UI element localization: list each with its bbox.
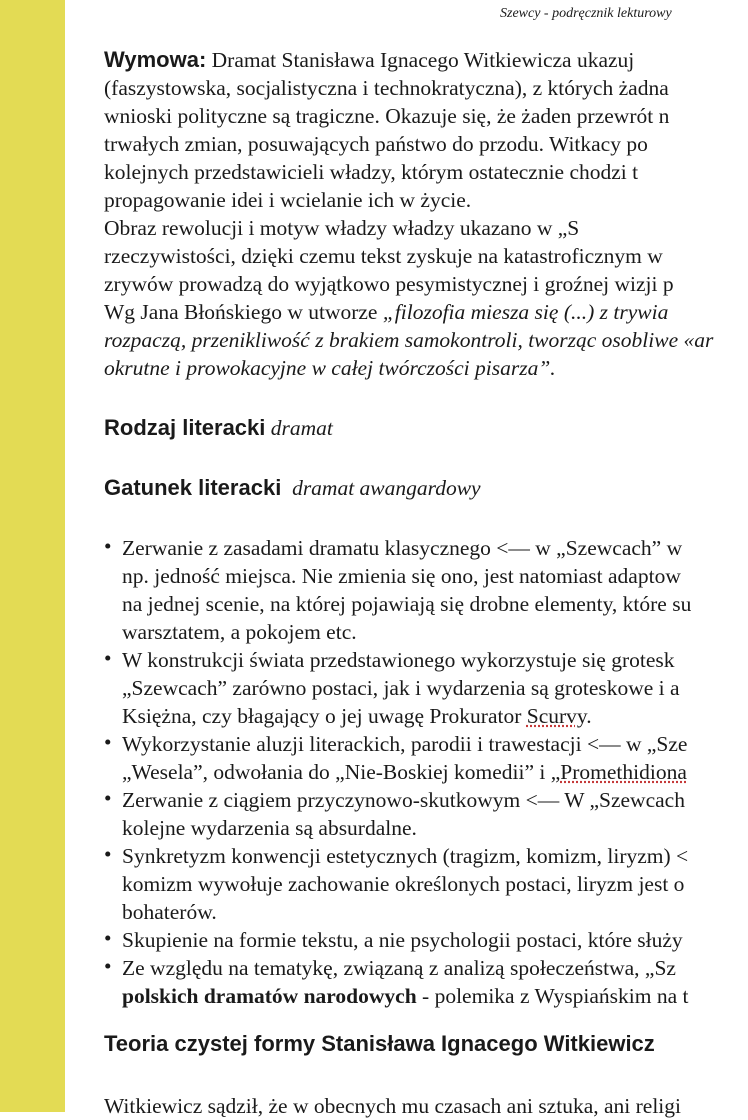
wymowa-text: Dramat Stanisława Ignacego Witkiewicza ukazuj bbox=[206, 48, 635, 72]
teoria-paragraph: Witkiewicz sądził, że w obecnych mu czasach ani sztuka, ani religi bbox=[104, 1094, 682, 1118]
list-item-text: bohaterów. bbox=[122, 900, 217, 924]
wymowa-text: (faszystowska, socjalistyczna i technokratyczna), z których żadna bbox=[104, 76, 669, 100]
wymowa-text: rzeczywistości, dzięki czemu tekst zyskuje na katastroficznym w bbox=[104, 244, 663, 268]
quote-text: „filozofia miesza się (...) z trywia bbox=[382, 300, 669, 324]
bullet-marker: • bbox=[104, 926, 112, 950]
bullet-marker: • bbox=[104, 842, 112, 866]
list-item-text: komizm wywołuje zachowanie określonych postaci, liryzm jest o bbox=[122, 872, 685, 896]
list-item-text: na jednej scenie, na której pojawiają się drobne elementy, które su bbox=[122, 592, 692, 616]
gatunek-value: dramat awangardowy bbox=[292, 476, 481, 500]
wymowa-text: zrywów prowadzą do wyjątkowo pesymistycznej i groźnej wizji p bbox=[104, 272, 674, 296]
page-content bbox=[104, 46, 748, 1120]
bullet-marker: • bbox=[104, 730, 112, 754]
list-item-text: . bbox=[586, 704, 592, 728]
list-item bbox=[104, 926, 748, 954]
yellow-sidebar bbox=[0, 0, 65, 1112]
list-item-text: Synkretyzm konwencji estetycznych (tragizm, komizm, liryzm) < bbox=[122, 844, 689, 868]
wymowa-text: Wg Jana Błońskiego w utworze bbox=[104, 300, 383, 324]
features-list bbox=[104, 534, 748, 1010]
rodzaj-value: dramat bbox=[270, 416, 333, 440]
bullet-marker: • bbox=[104, 646, 112, 670]
misspelled-word[interactable]: Promethidiona bbox=[560, 760, 687, 784]
list-item bbox=[104, 534, 748, 646]
wymowa-text: wnioski polityczne są tragiczne. Okazuje się, że żaden przewrót n bbox=[104, 104, 670, 128]
wymowa-text: propagowanie idei i wcielanie ich w życie. bbox=[104, 188, 472, 212]
list-item-text: kolejne wydarzenia są absurdalne. bbox=[122, 816, 417, 840]
misspelled-word[interactable]: Scurvy bbox=[526, 704, 587, 728]
teoria-heading: Teoria czystej formy Stanisława Ignacego Witkiewicz bbox=[104, 1031, 655, 1056]
list-item-text: „Szewcach” zarówno postaci, jak i wydarzenia są groteskowe i a bbox=[122, 676, 680, 700]
gatunek-row bbox=[104, 474, 748, 502]
list-item-text: np. jedność miejsca. Nie zmienia się ono, jest natomiast adaptow bbox=[122, 564, 681, 588]
wymowa-text: kolejnych przedstawicieli władzy, którym ostatecznie chodzi t bbox=[104, 160, 639, 184]
list-item-text: Wykorzystanie aluzji literackich, parodii i trawestacji <— w „Sze bbox=[122, 732, 688, 756]
list-item bbox=[104, 954, 748, 1010]
running-header: Szewcy - podręcznik lekturowy bbox=[500, 6, 672, 21]
wymowa-text: trwałych zmian, posuwających państwo do przodu. Witkacy po bbox=[104, 132, 648, 156]
list-item-text: Zerwanie z zasadami dramatu klasycznego <— w „Szewcach” w bbox=[122, 536, 683, 560]
list-item-text: warsztatem, a pokojem etc. bbox=[122, 620, 357, 644]
rodzaj-label: Rodzaj literacki bbox=[104, 415, 266, 440]
wymowa-label: Wymowa: bbox=[104, 47, 207, 72]
gatunek-label: Gatunek literacki bbox=[104, 475, 282, 500]
quote-text: okrutne i prowokacyjne w całej twórczości pisarza”. bbox=[104, 356, 556, 380]
list-item bbox=[104, 730, 748, 786]
rodzaj-row bbox=[104, 414, 748, 442]
list-item-text: Księżna, czy błagający o jej uwagę Prokurator bbox=[122, 704, 527, 728]
list-item-text: W konstrukcji świata przedstawionego wykorzystuje się grotesk bbox=[122, 648, 675, 672]
quote-text: rozpaczą, przenikliwość z brakiem samokontroli, tworząc osobliwe «ar bbox=[104, 328, 714, 352]
wymowa-section bbox=[104, 46, 748, 382]
list-item-text: „Wesela”, odwołania do „Nie-Boskiej komedii” i „ bbox=[122, 760, 561, 784]
list-item-emphasis: polskich dramatów narodowych bbox=[122, 984, 417, 1008]
wymowa-text: Obraz rewolucji i motyw władzy władzy ukazano w „S bbox=[104, 216, 580, 240]
list-item bbox=[104, 786, 748, 842]
list-item-text: Ze względu na tematykę, związaną z analizą społeczeństwa, „Sz bbox=[122, 956, 676, 980]
list-item-text: Zerwanie z ciągiem przyczynowo-skutkowym <— W „Szewcach bbox=[122, 788, 685, 812]
list-item bbox=[104, 842, 748, 926]
list-item bbox=[104, 646, 748, 730]
list-item-text: Skupienie na formie tekstu, a nie psychologii postaci, które służy bbox=[122, 928, 683, 952]
bullet-marker: • bbox=[104, 534, 112, 558]
bullet-marker: • bbox=[104, 786, 112, 810]
list-item-text: - polemika z Wyspiańskim na t bbox=[416, 984, 689, 1008]
bullet-marker: • bbox=[104, 954, 112, 978]
